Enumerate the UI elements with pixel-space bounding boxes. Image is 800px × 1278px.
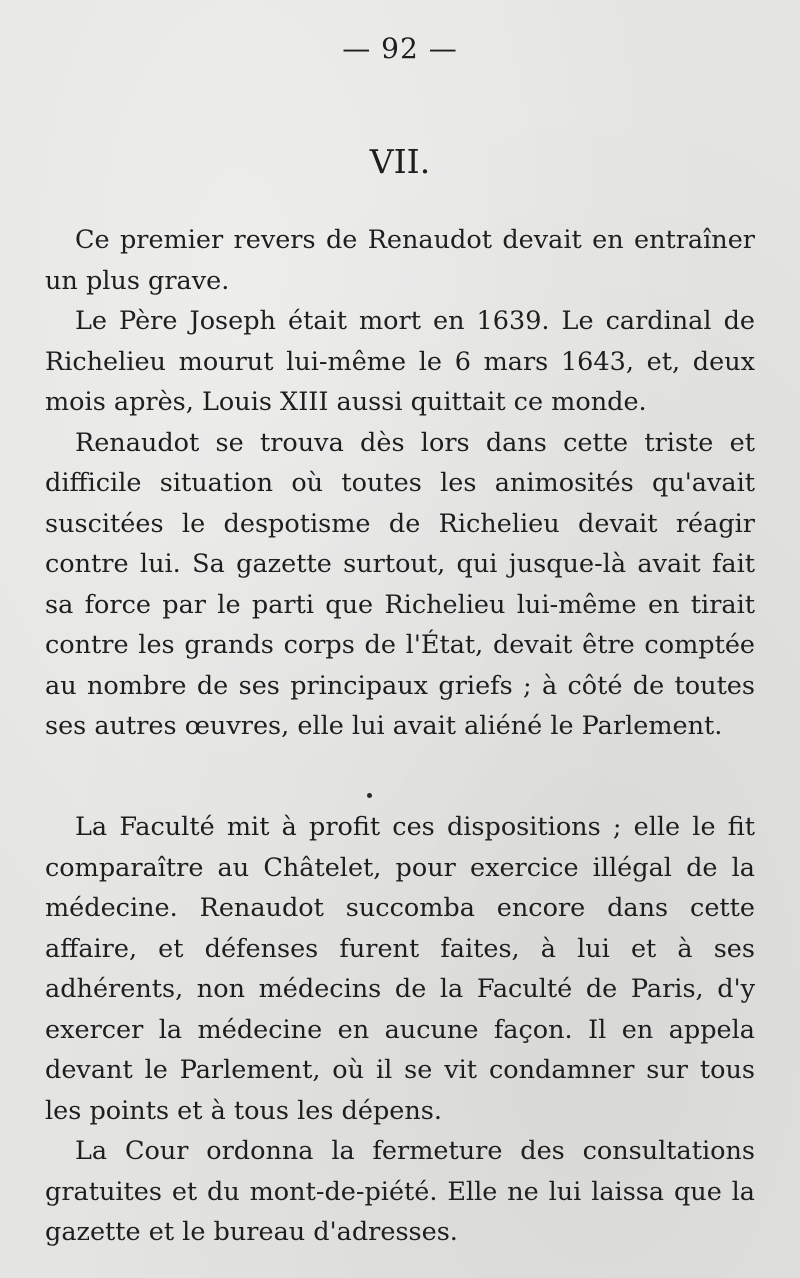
paragraph: Ce premier revers de Renaudot devait en entraîner un plus grave. xyxy=(45,225,755,296)
section-separator xyxy=(367,793,372,798)
chapter-heading: VII. xyxy=(369,142,431,181)
page-number: — 92 — xyxy=(342,32,458,65)
text-block-lower xyxy=(45,807,755,1253)
paragraph: La Cour ordonna la fermeture des consultations gratuites et du mont-de-piété. Elle ne lui laissa que la gazette et le bureau d'adresses. xyxy=(45,1136,755,1247)
paragraph: Le Père Joseph était mort en 1639. Le cardinal de Richelieu mourut lui-même le 6 mars 1643, et, deux mois après, Louis XIII aussi quittait ce monde. xyxy=(45,306,755,417)
paragraph: La Faculté mit à profit ces dispositions ; elle le fit comparaître au Châtelet, pour exercice illégal de la médecine. Renaudot succomba encore dans cette affaire, et défenses furent faites, à lui et à ses adhérents, non médecins de la Faculté de Paris, d'y exercer la médecine en aucune façon. Il en appela devant le Parlement, où il se vit condamner sur tous les points et à tous les dépens. xyxy=(45,812,755,1126)
text-block-upper xyxy=(45,220,755,747)
paragraph: Renaudot se trouva dès lors dans cette triste et difficile situation où toutes les animosités qu'avait suscitées le despotisme de Richelieu devait réagir contre lui. Sa gazette surtout, qui jusque-là avait fait sa force par le parti que Richelieu lui-même en tirait contre les grands corps de l'État, devait être comptée au nombre de ses principaux griefs ; à côté de toutes ses autres œuvres, elle lui avait aliéné le Parlement. xyxy=(45,427,755,741)
